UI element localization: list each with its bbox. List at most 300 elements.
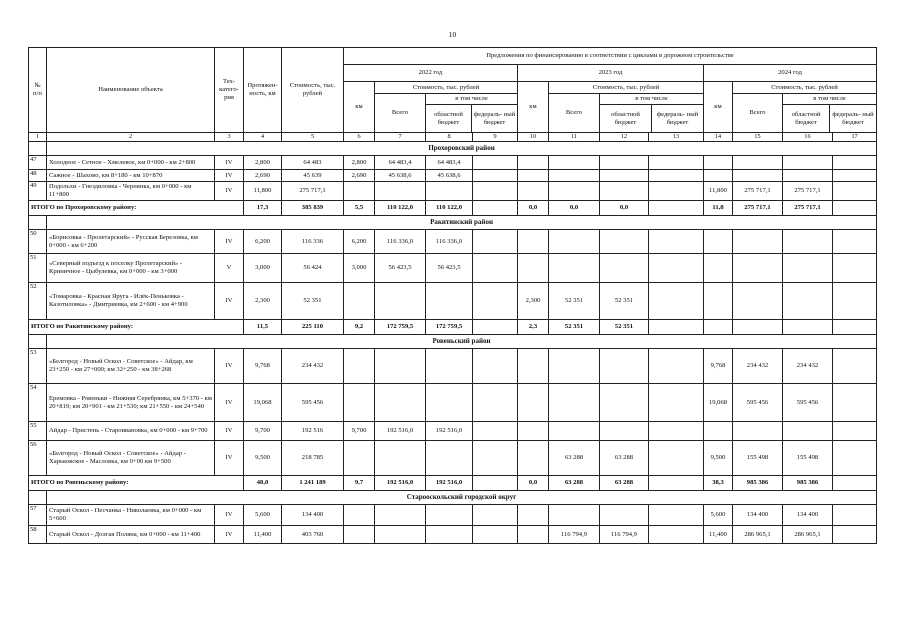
table-row — [29, 283, 877, 320]
total-t24: 985 386 — [733, 476, 783, 491]
cell-f24 — [833, 384, 877, 422]
district-total-row — [29, 320, 877, 335]
cell-f23 — [649, 422, 704, 441]
cell-t22: 45 638,6 — [375, 170, 426, 182]
cell-k24: 19,068 — [704, 384, 733, 422]
cell-k23 — [518, 254, 549, 283]
cell-t22: 192 516,0 — [375, 422, 426, 441]
total-r24 — [783, 320, 833, 335]
cell-k23 — [518, 349, 549, 384]
column-number: 3 — [215, 133, 244, 142]
year-2024-header: 2024 год — [704, 65, 877, 82]
cell-k23 — [518, 170, 549, 182]
total-k24 — [704, 320, 733, 335]
cell-r24: 234 432 — [783, 349, 833, 384]
cell-cat: IV — [215, 170, 244, 182]
row-number: 58 — [29, 526, 47, 544]
row-number: 52 — [29, 283, 47, 320]
cell-t23 — [549, 422, 600, 441]
cell-k22: 9,700 — [344, 422, 375, 441]
col-length-header: Протяжен- ность, км — [244, 48, 282, 133]
cell-f23 — [649, 441, 704, 476]
total-2022-header: Всего — [375, 94, 426, 133]
cell-k22 — [344, 441, 375, 476]
total-t24 — [733, 320, 783, 335]
cell-cat: IV — [215, 182, 244, 201]
row-number: 49 — [29, 182, 47, 201]
cell-r24: 286 965,1 — [783, 526, 833, 544]
cell-len: 9,500 — [244, 441, 282, 476]
total-len: 48,0 — [244, 476, 282, 491]
object-name: Старый Оскол - Долгая Поляна, км 0+000 - км 11+400 — [47, 526, 215, 544]
cell-k24 — [704, 230, 733, 254]
col-name-header: Наименование объекта — [47, 48, 215, 133]
total-t22: 110 122,0 — [375, 201, 426, 216]
row-number: 47 — [29, 156, 47, 170]
cell-r22: 64 483,4 — [426, 156, 473, 170]
cell-cost: 275 717,1 — [282, 182, 344, 201]
total-k22: 9,2 — [344, 320, 375, 335]
cell-r23 — [600, 254, 649, 283]
object-name: Еремовка - Ровеньки - Нижняя Серебрянка, км 5+370 - км 20+819; км 20+901 - км 21+530; км 21+550 - км 24+540 — [47, 384, 215, 422]
total-t24: 275 717,1 — [733, 201, 783, 216]
cell — [29, 335, 47, 349]
incl-2024-header: в том числе областной бюджет федераль- ный бюджет — [783, 94, 877, 133]
cell-f24 — [833, 254, 877, 283]
total-f23 — [649, 476, 704, 491]
cell-f23 — [649, 182, 704, 201]
cell-f23 — [649, 254, 704, 283]
district-row — [29, 335, 877, 349]
cell-t23 — [549, 505, 600, 526]
cell-t22 — [375, 526, 426, 544]
cell-len: 11,800 — [244, 182, 282, 201]
object-name: «Борисовка - Пролетарский» - Русская Березовка, км 0+000 - км 6+200 — [47, 230, 215, 254]
cell-f22 — [473, 384, 518, 422]
cell-r24 — [783, 422, 833, 441]
total-r23: 63 288 — [600, 476, 649, 491]
cell-r22: 45 638,6 — [426, 170, 473, 182]
cell-len: 6,200 — [244, 230, 282, 254]
cell-r24: 275 717,1 — [783, 182, 833, 201]
total-k23: 2,3 — [518, 320, 549, 335]
total-r24: 275 717,1 — [783, 201, 833, 216]
cell-t24: 134 400 — [733, 505, 783, 526]
cell-r22 — [426, 526, 473, 544]
cell-r24: 155 498 — [783, 441, 833, 476]
col-no-header: № п/п — [29, 48, 47, 133]
cell-r23 — [600, 170, 649, 182]
table-row — [29, 182, 877, 201]
total-t23: 63 288 — [549, 476, 600, 491]
total-r22: 192 516,0 — [426, 476, 473, 491]
object-name: Старый Оскол - Песчанка - Николаевка, км 0+000 - км 5+600 — [47, 505, 215, 526]
cell-k24: 9,768 — [704, 349, 733, 384]
cell-f24 — [833, 156, 877, 170]
year-2022-header: 2022 год — [344, 65, 518, 82]
cell-f22 — [473, 230, 518, 254]
cell-r23: 63 288 — [600, 441, 649, 476]
incl-2023-header: в том числе областной бюджет федераль- ный бюджет — [600, 94, 704, 133]
cell-r23 — [600, 156, 649, 170]
district-total-row — [29, 201, 877, 216]
cell-t22 — [375, 283, 426, 320]
cell-len: 19,068 — [244, 384, 282, 422]
cell-k24: 5,600 — [704, 505, 733, 526]
cell-f22 — [473, 441, 518, 476]
cell-k22: 2,800 — [344, 156, 375, 170]
cell-len: 3,000 — [244, 254, 282, 283]
cell-t24: 595 456 — [733, 384, 783, 422]
cell-cost: 64 483 — [282, 156, 344, 170]
cell-k22: 2,690 — [344, 170, 375, 182]
cell-r22 — [426, 441, 473, 476]
total-2023-header: Всего — [549, 94, 600, 133]
column-number: 11 — [549, 133, 600, 142]
object-name: «Белгород - Новый Оскол - Советское» - Айдар - Харьковское - Масловка, км 0+00 км 9+500 — [47, 441, 215, 476]
cell-t22: 116 336,0 — [375, 230, 426, 254]
cell-t23 — [549, 182, 600, 201]
cell-cat: IV — [215, 230, 244, 254]
cell-k23 — [518, 505, 549, 526]
cell-cost: 192 516 — [282, 422, 344, 441]
cell-f22 — [473, 170, 518, 182]
cell-f22 — [473, 182, 518, 201]
cell-r22 — [426, 505, 473, 526]
cell-r24: 595 456 — [783, 384, 833, 422]
cell-r22 — [426, 384, 473, 422]
cell-t22: 56 423,5 — [375, 254, 426, 283]
cell-t23 — [549, 384, 600, 422]
cell-t24 — [733, 254, 783, 283]
cell-r22 — [426, 283, 473, 320]
cell-r24 — [783, 156, 833, 170]
column-number: 8 — [426, 133, 473, 142]
cell-k23 — [518, 526, 549, 544]
cell-cat: IV — [215, 349, 244, 384]
total-2024-header: Всего — [733, 94, 783, 133]
cell-k23 — [518, 156, 549, 170]
column-numbers-row — [29, 133, 877, 142]
cell-k23 — [518, 384, 549, 422]
cell-cost: 52 351 — [282, 283, 344, 320]
cell-k24 — [704, 254, 733, 283]
column-number: 1 — [29, 133, 47, 142]
cell-cost: 403 760 — [282, 526, 344, 544]
cell-r22 — [426, 349, 473, 384]
total-r23: 52 351 — [600, 320, 649, 335]
cell-k24: 11,400 — [704, 526, 733, 544]
row-number: 51 — [29, 254, 47, 283]
total-label: ИТОГО по Ровеньскому району: — [29, 476, 244, 491]
cell-cat: IV — [215, 156, 244, 170]
total-cost: 225 110 — [282, 320, 344, 335]
column-number: 17 — [833, 133, 877, 142]
cell-k23 — [518, 230, 549, 254]
column-number: 10 — [518, 133, 549, 142]
object-name: «Томаровка - Красная Яруга - Илёк-Пеньковка - Казотиловка» - Дмитриевка, км 2+600 - км 4+900 — [47, 283, 215, 320]
cell-r24: 134 400 — [783, 505, 833, 526]
row-number: 56 — [29, 441, 47, 476]
cell-r23 — [600, 505, 649, 526]
cell-k23: 2,300 — [518, 283, 549, 320]
total-r24: 985 386 — [783, 476, 833, 491]
column-number: 15 — [733, 133, 783, 142]
cell-t23: 63 288 — [549, 441, 600, 476]
cell-f24 — [833, 441, 877, 476]
district-row — [29, 142, 877, 156]
cell-r24 — [783, 170, 833, 182]
object-name: Холодное - Сетное - Хмелевое, км 0+000 - км 2+800 — [47, 156, 215, 170]
cell-cat: IV — [215, 526, 244, 544]
cell-t24 — [733, 170, 783, 182]
cell-k22 — [344, 526, 375, 544]
cell-k23 — [518, 441, 549, 476]
cell-t24: 286 965,1 — [733, 526, 783, 544]
cell-k22: 6,200 — [344, 230, 375, 254]
table-row — [29, 526, 877, 544]
total-r22: 172 759,5 — [426, 320, 473, 335]
cell-r23 — [600, 182, 649, 201]
cell-r23 — [600, 384, 649, 422]
cell-t24: 275 717,1 — [733, 182, 783, 201]
total-cost: 385 839 — [282, 201, 344, 216]
cell-k24 — [704, 156, 733, 170]
district-row — [29, 216, 877, 230]
total-len: 17,3 — [244, 201, 282, 216]
object-name: «Белгород - Новый Оскол - Советское» - Айдар, км 23+250 - км 27+000; км 32+250 - км 38+268 — [47, 349, 215, 384]
cell-f24 — [833, 230, 877, 254]
column-number: 7 — [375, 133, 426, 142]
district-row — [29, 491, 877, 505]
cell-k24 — [704, 422, 733, 441]
cell-k22 — [344, 182, 375, 201]
cell-f24 — [833, 526, 877, 544]
total-f24 — [833, 476, 877, 491]
district-name: Ракитянский район — [47, 216, 877, 230]
cell-t23 — [549, 156, 600, 170]
total-len: 11,5 — [244, 320, 282, 335]
cell — [29, 216, 47, 230]
cell-f22 — [473, 526, 518, 544]
cell-t22 — [375, 505, 426, 526]
cell-t23 — [549, 349, 600, 384]
cell-cat: IV — [215, 422, 244, 441]
total-label: ИТОГО по Ракитянскому району: — [29, 320, 244, 335]
cost-2023-header: Стоимость, тыс. рублей — [549, 82, 704, 94]
cell-f23 — [649, 384, 704, 422]
cell-r23: 116 794,9 — [600, 526, 649, 544]
cell-t22 — [375, 384, 426, 422]
cell-len: 2,690 — [244, 170, 282, 182]
total-f23 — [649, 320, 704, 335]
total-k24: 38,3 — [704, 476, 733, 491]
total-t23: 52 351 — [549, 320, 600, 335]
cost-2022-header: Стоимость, тыс. рублей — [375, 82, 518, 94]
cell-t22 — [375, 349, 426, 384]
cell-cost: 595 456 — [282, 384, 344, 422]
total-t22: 172 759,5 — [375, 320, 426, 335]
total-t23: 0,0 — [549, 201, 600, 216]
page-number: 10 — [448, 30, 457, 39]
km-2022-header: км — [344, 82, 375, 133]
cell-r24 — [783, 230, 833, 254]
table-body — [29, 142, 877, 544]
total-k24: 11,8 — [704, 201, 733, 216]
cell-k24 — [704, 170, 733, 182]
cell-k22 — [344, 384, 375, 422]
cell-r22 — [426, 182, 473, 201]
cell-f24 — [833, 422, 877, 441]
cell-k23 — [518, 182, 549, 201]
col-category-header: Тех- катего- рия — [215, 48, 244, 133]
cell-cost: 134 400 — [282, 505, 344, 526]
cell-t22 — [375, 182, 426, 201]
cell-len: 2,800 — [244, 156, 282, 170]
row-number: 54 — [29, 384, 47, 422]
total-t22: 192 516,0 — [375, 476, 426, 491]
cell-r22: 116 336,0 — [426, 230, 473, 254]
cell-f23 — [649, 526, 704, 544]
cell-k24: 9,500 — [704, 441, 733, 476]
incl-2022-header: в том числе областной бюджет федераль- ный бюджет — [426, 94, 518, 133]
total-f24 — [833, 201, 877, 216]
total-f22 — [473, 320, 518, 335]
column-number: 5 — [282, 133, 344, 142]
cell-f22 — [473, 156, 518, 170]
cell-t23 — [549, 170, 600, 182]
column-number: 12 — [600, 133, 649, 142]
road-financing-table — [28, 47, 877, 544]
cell-f22 — [473, 283, 518, 320]
cell-t24: 155 498 — [733, 441, 783, 476]
column-number: 16 — [783, 133, 833, 142]
total-k22: 5,5 — [344, 201, 375, 216]
cell-t24 — [733, 283, 783, 320]
cell-t22 — [375, 441, 426, 476]
cell-r23 — [600, 422, 649, 441]
km-2024-header: км — [704, 82, 733, 133]
table-row — [29, 230, 877, 254]
total-r23: 0,0 — [600, 201, 649, 216]
cell-len: 11,400 — [244, 526, 282, 544]
total-r22: 110 122,0 — [426, 201, 473, 216]
cell-f23 — [649, 349, 704, 384]
cost-2024-header: Стоимость, тыс. рублей — [733, 82, 877, 94]
row-number: 50 — [29, 230, 47, 254]
cell-cost: 218 785 — [282, 441, 344, 476]
cell-f22 — [473, 254, 518, 283]
cell-r24 — [783, 254, 833, 283]
cell-f23 — [649, 156, 704, 170]
cell-k22 — [344, 505, 375, 526]
cell-r23 — [600, 349, 649, 384]
cell-cost: 56 424 — [282, 254, 344, 283]
total-k22: 9,7 — [344, 476, 375, 491]
cell-cat: V — [215, 254, 244, 283]
object-name: Айдар - Пристень - Староивановка, км 0+000 - км 9+700 — [47, 422, 215, 441]
table-row — [29, 422, 877, 441]
cell-t23 — [549, 254, 600, 283]
cell-t22: 64 483,4 — [375, 156, 426, 170]
cell-cat: IV — [215, 384, 244, 422]
total-f22 — [473, 476, 518, 491]
cell-r24 — [783, 283, 833, 320]
column-number: 2 — [47, 133, 215, 142]
cell-r23 — [600, 230, 649, 254]
total-f23 — [649, 201, 704, 216]
table-row — [29, 505, 877, 526]
cell-f24 — [833, 170, 877, 182]
col-cost-header: Стоимость, тыс. рублей — [282, 48, 344, 133]
cell-k24 — [704, 283, 733, 320]
year-2023-header: 2023 год — [518, 65, 704, 82]
district-name: Ровеньский район — [47, 335, 877, 349]
cell — [29, 491, 47, 505]
cell-f22 — [473, 349, 518, 384]
table-row — [29, 441, 877, 476]
cell-f22 — [473, 505, 518, 526]
table-row — [29, 349, 877, 384]
column-number: 4 — [244, 133, 282, 142]
column-number: 9 — [473, 133, 518, 142]
total-cost: 1 241 189 — [282, 476, 344, 491]
cell-f24 — [833, 182, 877, 201]
cell-f23 — [649, 230, 704, 254]
cell-len: 9,700 — [244, 422, 282, 441]
cell-k22 — [344, 349, 375, 384]
district-name: Прохоровский район — [47, 142, 877, 156]
km-2023-header: км — [518, 82, 549, 133]
cell-t23 — [549, 230, 600, 254]
column-number: 6 — [344, 133, 375, 142]
cell-r22: 192 516,0 — [426, 422, 473, 441]
cell-k24: 11,800 — [704, 182, 733, 201]
cell-cat: IV — [215, 441, 244, 476]
object-name: Сажное - Шахово, км 8+180 - км 10+870 — [47, 170, 215, 182]
cell-k22 — [344, 283, 375, 320]
cell-f24 — [833, 283, 877, 320]
cell-f23 — [649, 170, 704, 182]
cell-t24: 234 432 — [733, 349, 783, 384]
district-total-row — [29, 476, 877, 491]
row-number: 57 — [29, 505, 47, 526]
cell-f24 — [833, 349, 877, 384]
district-name: Старооскольский городской округ — [47, 491, 877, 505]
cell-t24 — [733, 156, 783, 170]
cell-len: 2,300 — [244, 283, 282, 320]
cell-cat: IV — [215, 283, 244, 320]
total-k23: 0,0 — [518, 201, 549, 216]
cell-f24 — [833, 505, 877, 526]
object-name: Подольхи - Гнездиловка - Чернянка, км 0+000 - км 11+800 — [47, 182, 215, 201]
cell-r22: 56 423,5 — [426, 254, 473, 283]
cell-t23: 116 794,9 — [549, 526, 600, 544]
cell — [29, 142, 47, 156]
total-k23: 0,0 — [518, 476, 549, 491]
table-row — [29, 254, 877, 283]
row-number: 48 — [29, 170, 47, 182]
cell-cost: 234 432 — [282, 349, 344, 384]
cell-t24 — [733, 230, 783, 254]
object-name: «Северный подъезд к поселку Пролетарский» - Криничное - Цыбулевка, км 0+000 - км 3+000 — [47, 254, 215, 283]
column-number: 13 — [649, 133, 704, 142]
cell-r23: 52 351 — [600, 283, 649, 320]
column-number: 14 — [704, 133, 733, 142]
row-number: 55 — [29, 422, 47, 441]
cell-f23 — [649, 505, 704, 526]
cell-f22 — [473, 422, 518, 441]
